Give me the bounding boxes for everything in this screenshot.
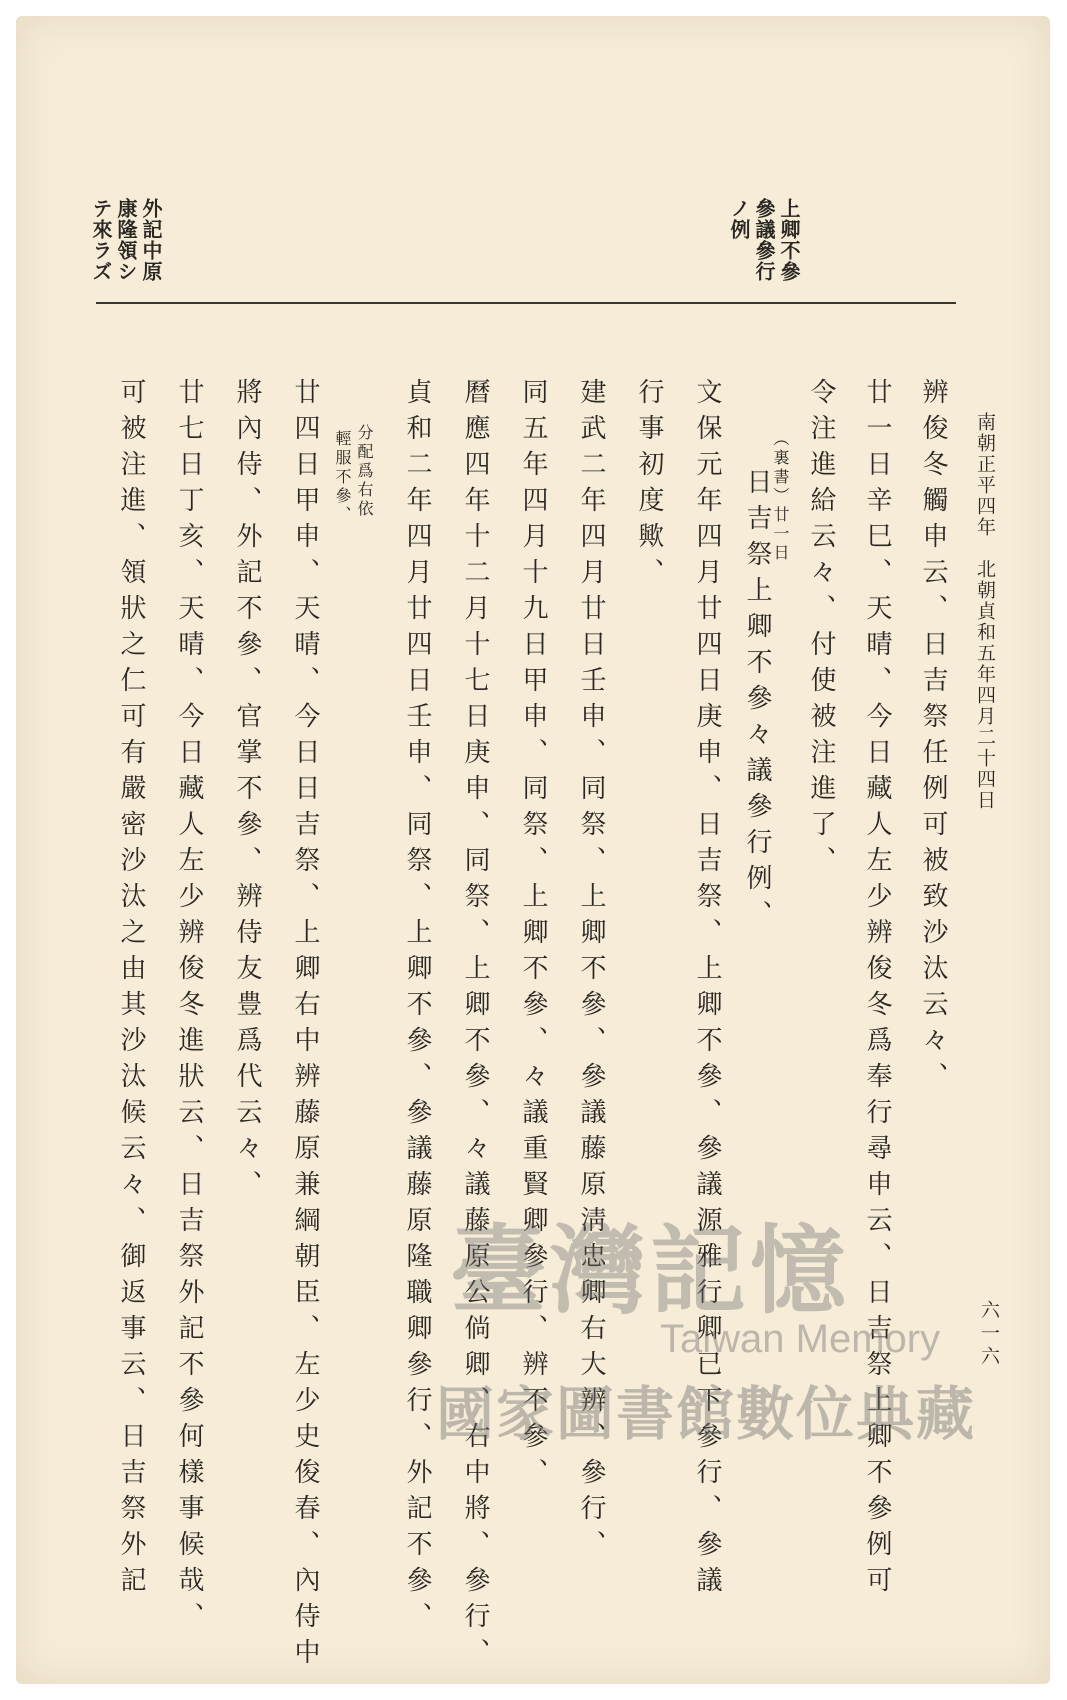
- watermark-title: 臺灣記憶: [450, 1214, 850, 1327]
- text-column: 將內侍、外記不參、官掌不參、辨侍友豊爲代云々、: [232, 378, 262, 1206]
- watermark-subtitle: 國家圖書館數位典藏: [436, 1380, 977, 1448]
- text-column: 廿一日辛巳、天晴、今日藏人左少辨俊冬爲奉行尋申云、日吉祭上卿不參例可: [862, 378, 892, 1602]
- margin-note-line: ノ例: [727, 198, 751, 240]
- text-column: 可被注進、領狀之仁可有嚴密沙汰之由其沙汰候云々、御返事云、日吉祭外記: [116, 378, 146, 1602]
- text-column: 辨俊冬觸申云、日吉祭任例可被致沙汰云々、: [918, 378, 948, 1098]
- margin-note-line: 上卿不參: [777, 198, 801, 282]
- text-column: 日吉祭上卿不參々議參行例、: [742, 468, 772, 936]
- margin-note-line: 康隆領シ: [114, 198, 138, 282]
- text-column: 曆應四年十二月十七日庚申、同祭、上卿不參、々議藤原公倘卿、右中將、參行、: [460, 378, 490, 1674]
- text-column: 行事初度歟、: [634, 378, 664, 594]
- text-column: 文保元年四月廿四日庚申、日吉祭、上卿不參、參議源雅行卿已下參行、參議: [692, 378, 722, 1602]
- verso-note: （裏書）廿一日: [771, 430, 790, 563]
- page-number: 六一六: [978, 1300, 1000, 1369]
- text-column: 貞和二年四月廿四日壬申、同祭、上卿不參、參議藤原隆職卿參行、外記不參、: [402, 378, 432, 1638]
- margin-note-line: テ來ラズ: [89, 198, 113, 282]
- text-column: 廿七日丁亥、天晴、今日藏人左少辨俊冬進狀云、日吉祭外記不參何樣事候哉、: [174, 378, 204, 1638]
- text-column: 令注進給云々、付使被注進了、: [806, 378, 836, 882]
- margin-note-line: 外記中原: [139, 198, 163, 282]
- text-column: 建武二年四月廿日壬申、同祭、上卿不參、參議藤原淸忠卿右大辨、參行、: [576, 378, 606, 1566]
- header-rule: [96, 302, 956, 304]
- interlinear-note: 分配爲右依: [355, 424, 374, 519]
- margin-note-lord-absent: [728, 198, 799, 282]
- watermark-english: Taiwan Memory: [660, 1317, 941, 1361]
- text-column: 廿四日甲申、天晴、今日日吉祭、上卿右中辨藤原兼綱朝臣、左少史俊春、內侍中: [290, 378, 320, 1674]
- text-column: 同五年四月十九日甲申、同祭、上卿不參、々議重賢卿參行、辨不參、: [518, 378, 548, 1494]
- margin-note-foreign-clerk: [90, 198, 161, 282]
- interlinear-note: 輕服不參、: [333, 430, 352, 525]
- margin-note-line: 參議參行: [752, 198, 776, 282]
- running-head: 南朝正平四年 北朝貞和五年四月二十四日: [974, 412, 996, 811]
